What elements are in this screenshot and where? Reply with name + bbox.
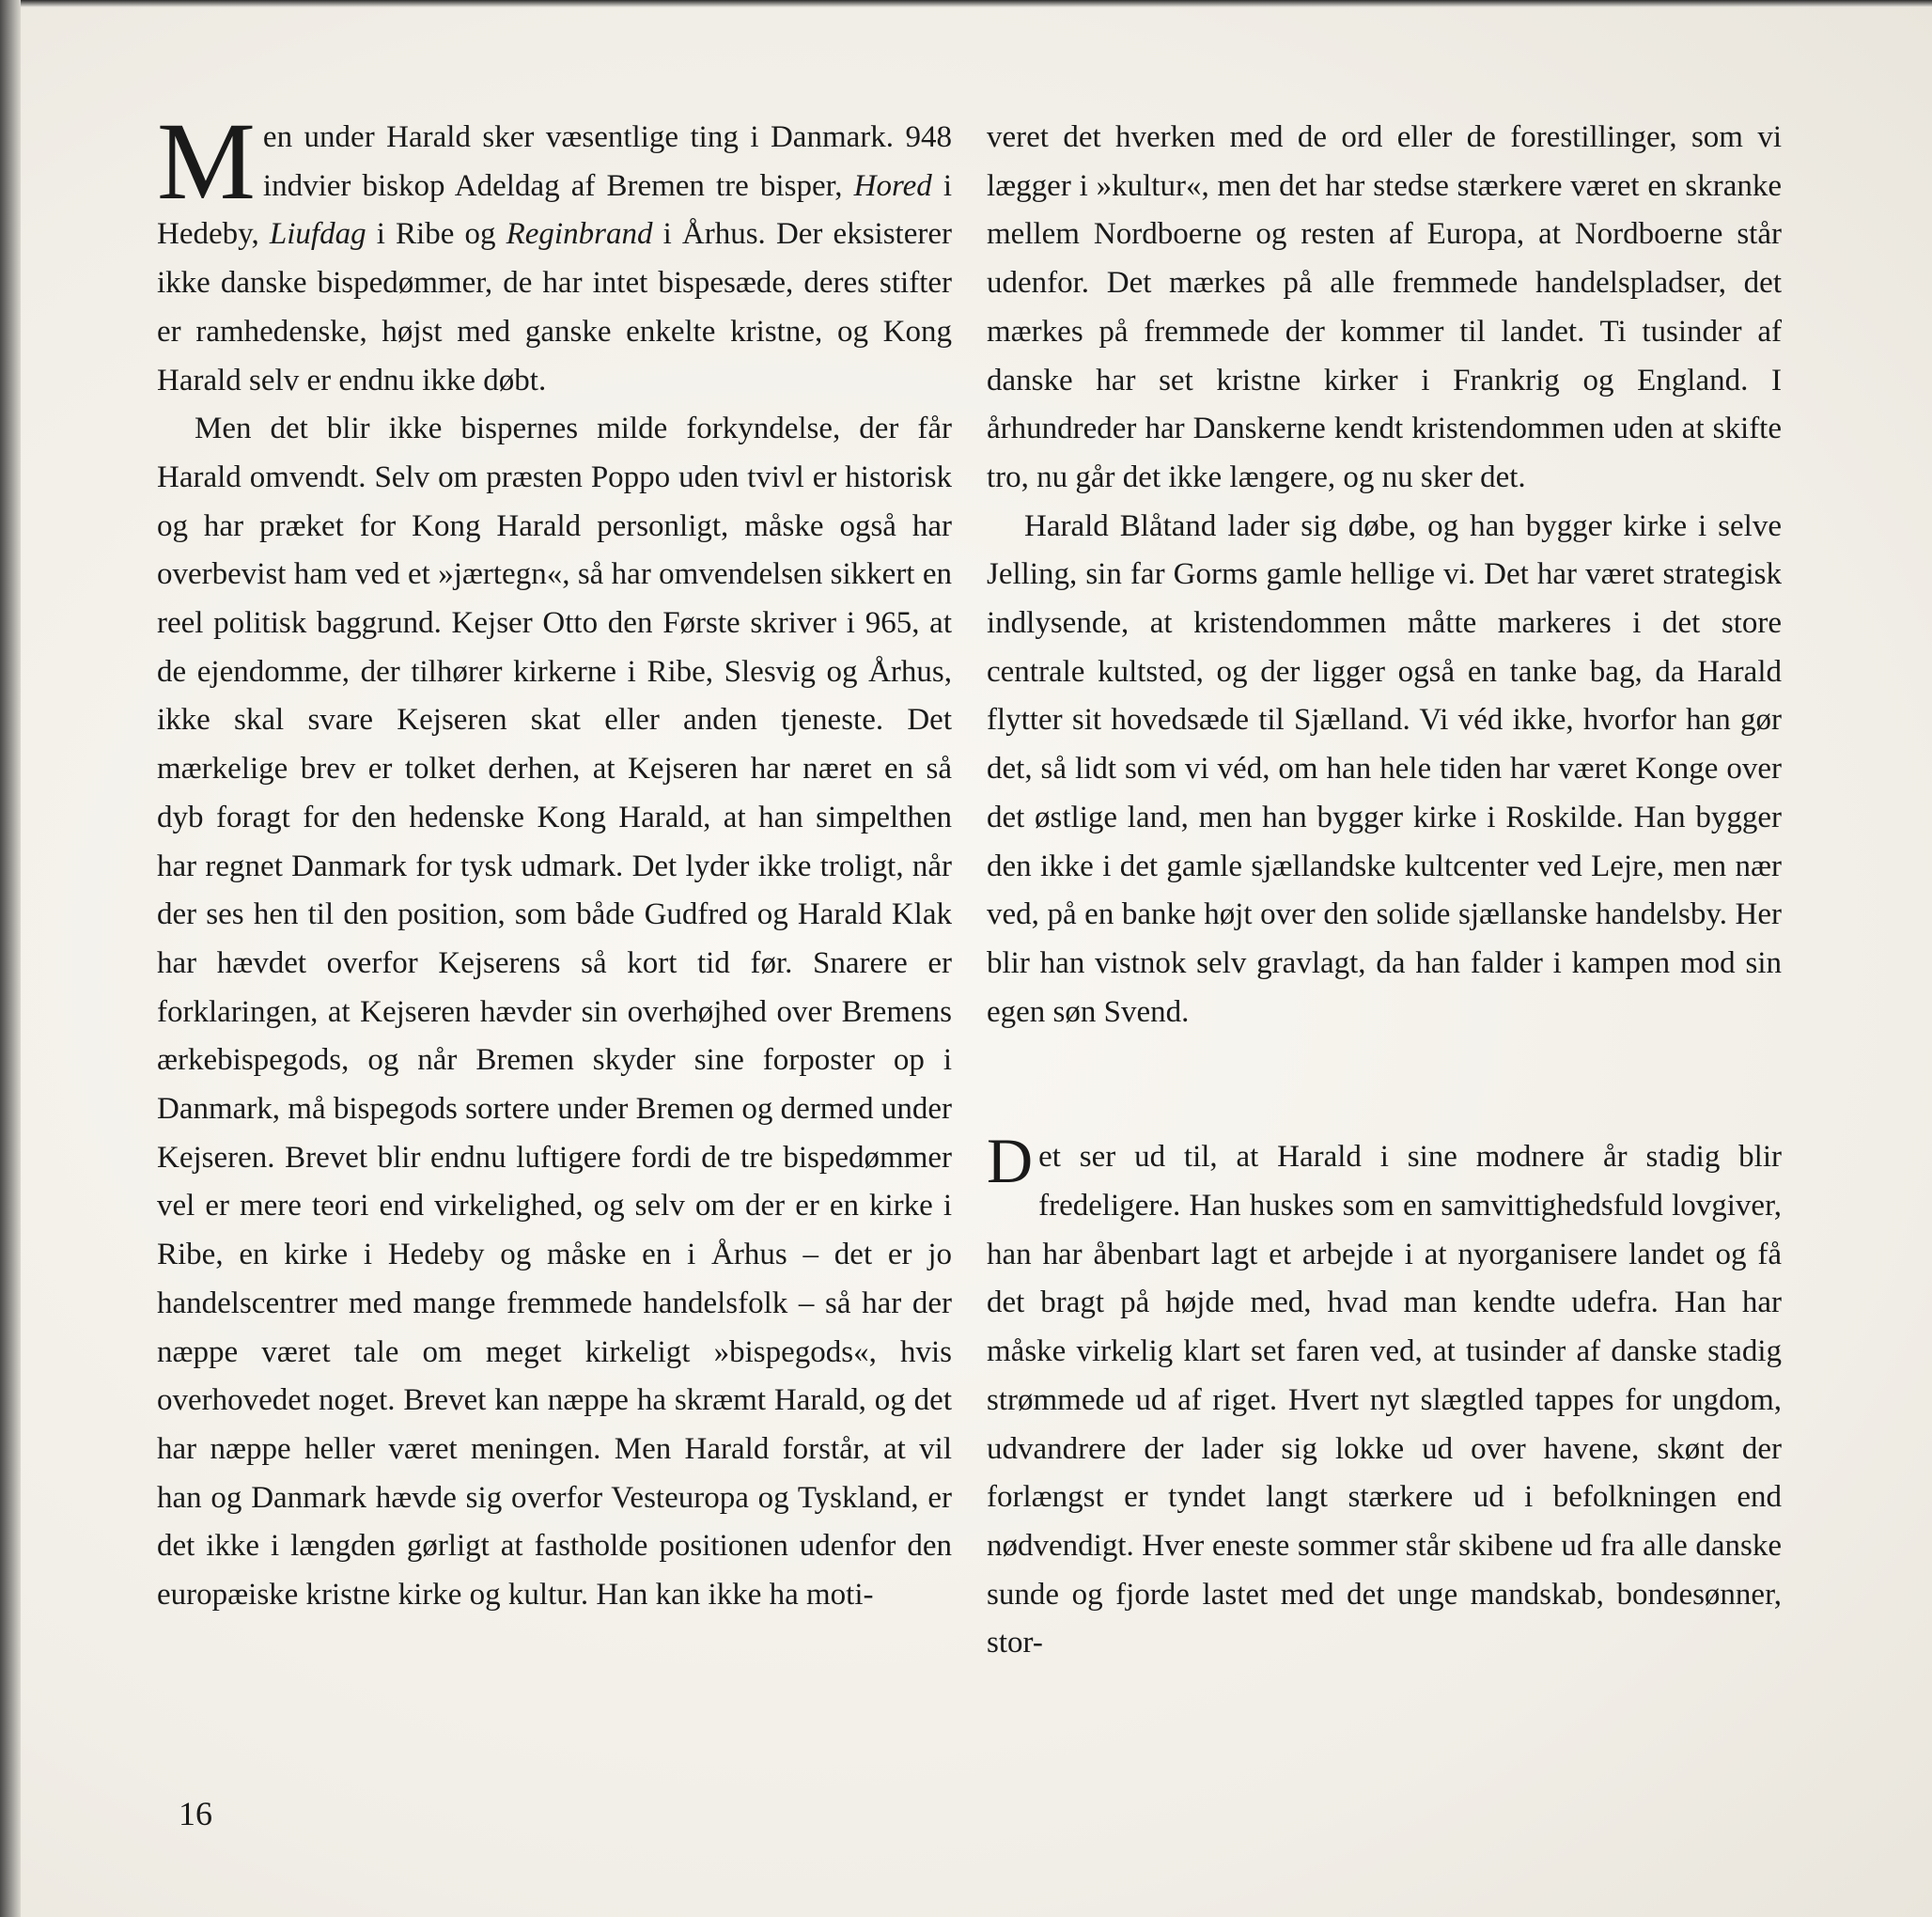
page-top-edge <box>21 0 1932 8</box>
section-break <box>987 1036 1782 1133</box>
right-text-column <box>987 114 1782 1668</box>
book-binding-shadow <box>0 0 21 1917</box>
left-paragraph-2: Men det blir ikke bispernes milde forkyndelse, der får Harald omvendt. Selv om præsten Poppo uden tvivl er historisk og har præket for Kong Harald personligt, måske også har overbevist ham ved et »jærtegn«, så har omvendelsen sikkert en reel politisk baggrund. Kejser Otto den Første skriver i 965, at de ejendomme, der tilhører kirkerne i Ribe, Slesvig og Århus, ikke skal svare Kejseren skat eller anden tjeneste. Det mærkelige brev er tolket derhen, at Kejseren har næret en så dyb foragt for den hedenske Kong Harald, at han simpelthen har regnet Danmark for tysk udmark. Det lyder ikke troligt, når der ses hen til den position, som både Gudfred og Harald Klak har hævdet overfor Kejserens så kort tid før. Snarere er forklaringen, at Kejseren hævder sin overhøjhed over Bremens ærkebispegods, og når Bremen skyder sine forposter op i Danmark, må bispegods sortere under Bremen og dermed under Kejseren. Brevet blir endnu luftigere fordi de tre bispedømmer vel er mere teori end virkelighed, og selv om der er en kirke i Ribe, en kirke i Hedeby og måske en i Århus – det er jo handelscentrer med mange fremmede handelsfolk – så har der næppe været tale om meget kirkeligt »bispegods«, hvis overhovedet noget. Brevet kan næppe ha skræmt Harald, og det har næppe heller været meningen. Men Harald forstår, at vil han og Danmark hævde sig overfor Vesteuropa og Tyskland, er det ikke i længden gørligt at fastholde positionen udenfor den europæiske kristne kirke og kultur. Han kan ikke ha moti- <box>157 412 952 1613</box>
drop-cap-d: D <box>987 1125 1034 1197</box>
drop-cap-m: M <box>157 100 256 223</box>
right-paragraph-1: veret det hverken med de ord eller de forestillinger, som vi lægger i »kultur«, men det har stedse stærkere været en skranke mellem Nordboerne og resten af Europa, at Nordboerne står udenfor. Det mærkes på alle fremmede handelspladser, det mærkes på fremmede der kommer til landet. Ti tusinder af danske har set kristne kirker i Frankrig og England. I århundreder har Danskerne kendt kristendommen uden at skifte tro, nu går det ikke længere, og nu sker det. <box>987 120 1782 494</box>
right-paragraph-2: Harald Blåtand lader sig døbe, og han bygger kirke i selve Jelling, sin far Gorms gamle hellige vi. Det har været strategisk indlysende, at kristendommen måtte markeres i det store centrale kultsted, og der ligger også en tanke bag, da Harald flytter sit hovedsæde til Sjælland. Vi véd ikke, hvorfor han gør det, så lidt som vi véd, om han hele tiden har været Konge over det østlige land, men han bygger kirke i Roskilde. Han bygger den ikke i det gamle sjællandske kultcenter ved Lejre, men nær ved, på en banke højt over den solide sjællanske handelsby. Her blir han vistnok selv gravlagt, da han falder i kampen mod sin egen søn Svend. <box>987 508 1782 1029</box>
left-text-column <box>157 100 953 1620</box>
paragraph-text: en under Harald sker væsentlige ting i Danmark. 948 indvier biskop Adeldag af Bremen tre bisper, <box>262 120 952 203</box>
bishop-name-hored: Hored <box>853 168 932 203</box>
page-number: 16 <box>179 1795 212 1832</box>
book-page <box>21 8 1932 1917</box>
bishop-name-liufdag: Liufdag <box>269 217 366 252</box>
paragraph-text: i Ribe og <box>366 217 506 252</box>
paragraph-text: et ser ud til, at Harald i sine modnere år stadig blir fredeligere. Han huskes som en samvittighedsfuld lovgiver, han har åbenbart lagt et arbejde i at nyorganisere landet og få det bragt på højde med, hvad man kendte udefra. Han har måske virkelig klart set faren ved, at tusinder af danske stadig strømmede ud af riget. Hvert nyt slægtled tappes for ungdom, udvandrere der lader sig lokke ud over havene, skønt der forlængst er tyndet langt stærkere ud i befolkningen end nødvendigt. Hver eneste sommer står skibene ud fra alle danske sunde og fjorde lastet med det unge mandskab, bondesønner, stor- <box>987 1140 1782 1660</box>
paragraph-text: i Hedeby, <box>157 168 953 252</box>
bishop-name-reginbrand: Reginbrand <box>506 217 653 252</box>
left-paragraph-1 <box>157 100 953 405</box>
right-paragraph-3 <box>987 1125 1782 1668</box>
paragraph-text: i Århus. Der eksisterer ikke danske bispedømmer, de har intet bispesæde, deres stifter er ramhedenske, højst med ganske enkelte kristne, og Kong Harald selv er endnu ikke døbt. <box>157 217 952 397</box>
